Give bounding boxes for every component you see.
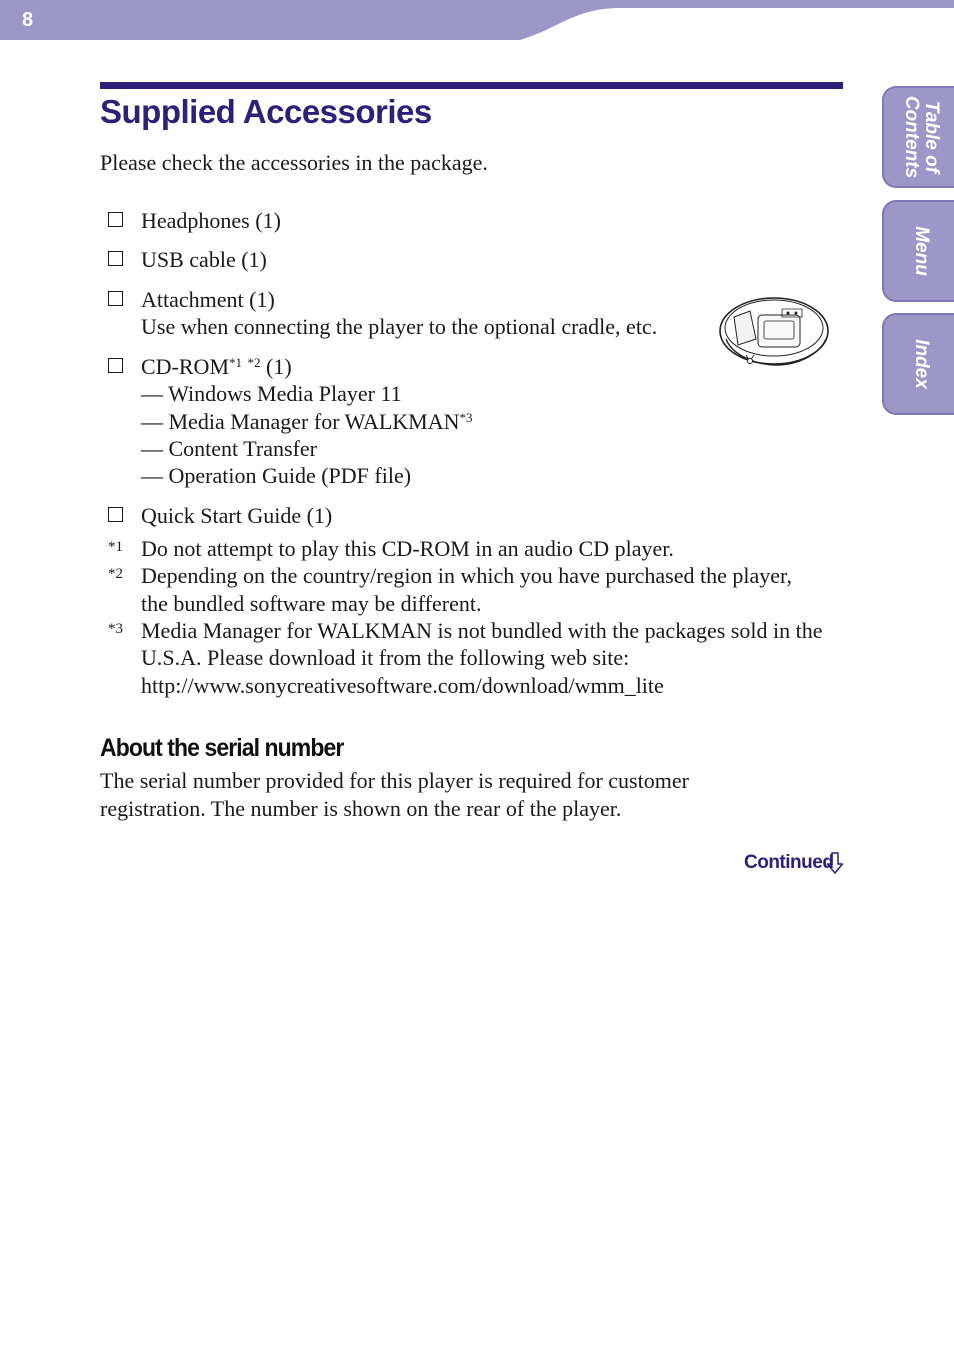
footnote-mark: *2	[108, 566, 123, 582]
item-label: Headphones (1)	[141, 208, 281, 233]
checkbox	[108, 507, 123, 522]
item-label: Quick Start Guide (1)	[141, 503, 333, 528]
download-url-link[interactable]: http://www.sonycreativesoftware.com/download/wmm_lite	[141, 673, 664, 698]
footnote-text: Depending on the country/region in which you have purchased the player,	[141, 563, 792, 588]
arrow-down-icon[interactable]	[826, 852, 844, 874]
intro-text: Please check the accessories in the package.	[100, 150, 488, 175]
cd-rom-content: — Windows Media Player 11	[141, 381, 402, 406]
footnote-text: Do not attempt to play this CD-ROM in an audio CD player.	[141, 536, 674, 561]
checkbox	[108, 212, 123, 227]
footnote-text: the bundled software may be different.	[141, 591, 482, 616]
tab-toc-label: Table of Contents	[901, 95, 942, 179]
section-heading-serial-number: About the serial number	[100, 734, 344, 762]
cd-rom-content: — Content Transfer	[141, 436, 317, 461]
cd-rom-content: — Media Manager for WALKMAN$^{*3}$	[141, 409, 473, 434]
item-label: USB cable (1)	[141, 247, 267, 272]
attachment-note: Use when connecting the player to the optional cradle, etc.	[141, 314, 658, 339]
footnote-mark: *3	[108, 621, 123, 637]
footnote-text: U.S.A. Please download it from the following web site:	[141, 645, 630, 670]
tab-index-label: Index	[911, 339, 932, 389]
cd-rom-content: — Operation Guide (PDF file)	[141, 463, 412, 488]
tab-menu-label: Menu	[911, 226, 932, 276]
header-band	[0, 0, 954, 40]
continued-label[interactable]: Continued	[744, 852, 834, 873]
tab-index[interactable]	[882, 313, 954, 415]
footnote-text: Media Manager for WALKMAN is not bundled with the packages sold in the	[141, 618, 823, 643]
checkbox	[108, 291, 123, 306]
page-number: 8	[22, 9, 34, 31]
tab-menu[interactable]	[882, 200, 954, 302]
title-rule	[100, 82, 843, 89]
serial-paragraph: registration. The number is shown on the rear of the player.	[100, 796, 622, 821]
item-label: Attachment (1)	[141, 287, 275, 312]
checkbox	[108, 358, 123, 373]
footnote-mark: *1	[108, 539, 123, 555]
page-title: Supplied Accessories	[100, 93, 432, 130]
serial-paragraph: The serial number provided for this player is required for customer	[100, 768, 689, 793]
item-label: CD-ROM$^{*1}$ $^{*2}$ (1)	[141, 354, 292, 379]
tab-table-of-contents[interactable]	[882, 86, 954, 188]
checkbox	[108, 251, 123, 266]
attachment-illustration	[716, 295, 832, 371]
